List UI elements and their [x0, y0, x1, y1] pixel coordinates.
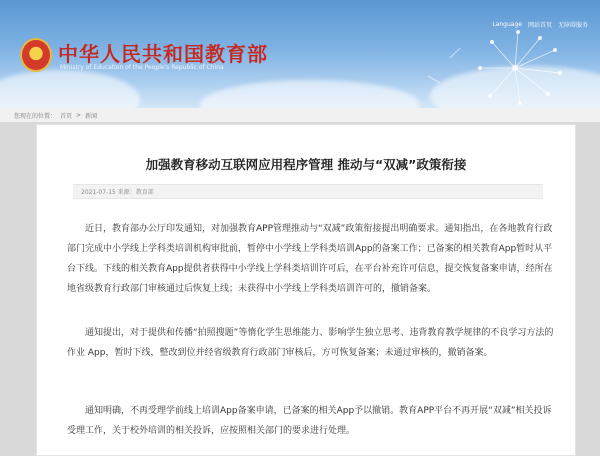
national-emblem-icon [22, 40, 50, 70]
paragraph-text: 近日，教育部办公厅印发通知，对加强教育APP管理推动与“双减”政策衔接提出明确要求。通知指出，在各地教育行政部门完成中小学线上学科类培训机构审批前，暂停中小学线上学科类培训App的备案工作；已备案的相关教育App暂时从平台下线。下线的相关教育App提供者获得中小学线上学科类培训许可后，在平台补充许可信息，提交恢复备案申请，经所在地省级教育行政部门审核通过后恢复上线；未获得中小学线上学科类培训许可的，撤销备案。 [67, 224, 553, 294]
top-link-language[interactable]: Language [492, 20, 522, 28]
article-paragraph [67, 401, 555, 441]
top-link-accessibility[interactable]: 无障碍服务 [557, 21, 588, 29]
cloud-decoration [0, 70, 140, 108]
site-banner [0, 0, 600, 108]
article-title: 加强教育移动互联网应用程序管理 推动与“双减”政策衔接 [145, 157, 467, 172]
breadcrumb [0, 108, 600, 122]
breadcrumb-separator: > [76, 111, 82, 119]
paragraph-text: 通知提出，对于提供和传播“拍照搜题”等惰化学生思维能力、影响学生独立思考、违背教育教学规律的不良学习方法的作业 App，暂时下线，整改到位并经省级教育行政部门审核后，方可恢复备案；未通过审核的，撤销备案。 [67, 328, 554, 358]
article-paragraph [67, 219, 555, 299]
dandelion-icon [420, 28, 570, 108]
breadcrumb-prefix: 您现在的位置： [14, 112, 57, 120]
site-subtitle: Ministry of Education of the People's Republic of China [60, 64, 224, 71]
breadcrumb-item-home[interactable]: 首页 [60, 112, 73, 120]
cloud-decoration [200, 80, 420, 108]
paragraph-text: 通知明确，不再受理学前线上培训App备案申请，已备案的相关App予以撤销。教育APP平台不再开展“双减”相关投诉受理工作，关于校外培训的相关投诉，应按照相关部门的要求进行处理。 [67, 406, 552, 436]
article-container [36, 124, 576, 456]
article-meta: 2021-07-15 来源：教育部 [73, 184, 543, 199]
site-title[interactable]: 中华人民共和国教育部 [58, 42, 268, 66]
article-paragraph [67, 323, 555, 363]
top-link-home[interactable]: 网站首页 [527, 21, 552, 29]
breadcrumb-item-news[interactable]: 新闻 [85, 112, 98, 120]
